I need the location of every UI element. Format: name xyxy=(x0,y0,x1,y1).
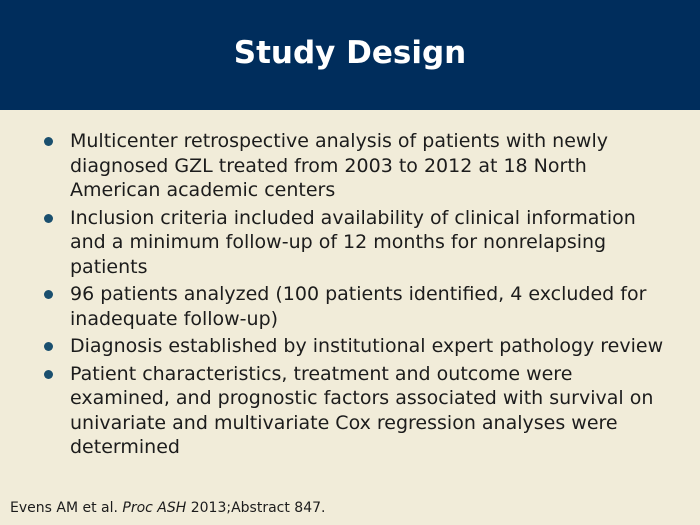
bullet-item xyxy=(44,282,664,331)
bullet-item xyxy=(44,362,664,460)
bullet-dot-icon xyxy=(44,290,53,299)
slide-title: Study Design xyxy=(233,35,467,71)
bullet-text: Diagnosis established by institutional expert pathology review xyxy=(70,335,664,357)
bullet-dot-icon xyxy=(44,342,53,351)
citation-details: 2013;Abstract 847. xyxy=(186,500,326,516)
citation-authors: Evens AM et al. xyxy=(10,500,123,516)
citation-journal: Proc ASH xyxy=(122,500,187,516)
bullet-item xyxy=(44,206,664,280)
title-banner xyxy=(0,0,700,110)
bullet-text: Inclusion criteria included availability of clinical information and a minimum follow-up of 12 months for nonrelapsing patients xyxy=(70,206,636,278)
bullet-item xyxy=(44,334,664,359)
bullet-item xyxy=(44,129,664,203)
bullet-text: Patient characteristics, treatment and outcome were examined, and prognostic factors associated with survival on univariate and multivariate Cox regression analyses were determined xyxy=(70,362,654,458)
bullet-text: Multicenter retrospective analysis of patients with newly diagnosed GZL treated from 2003 to 2012 at 18 North American academic centers xyxy=(70,130,608,201)
bullet-dot-icon xyxy=(44,370,53,379)
bullet-dot-icon xyxy=(44,214,53,223)
citation xyxy=(10,500,325,516)
bullet-text: 96 patients analyzed (100 patients identified, 4 excluded for inadequate follow-up) xyxy=(70,283,647,330)
bullet-dot-icon xyxy=(44,137,53,146)
bullet-list xyxy=(44,129,664,463)
